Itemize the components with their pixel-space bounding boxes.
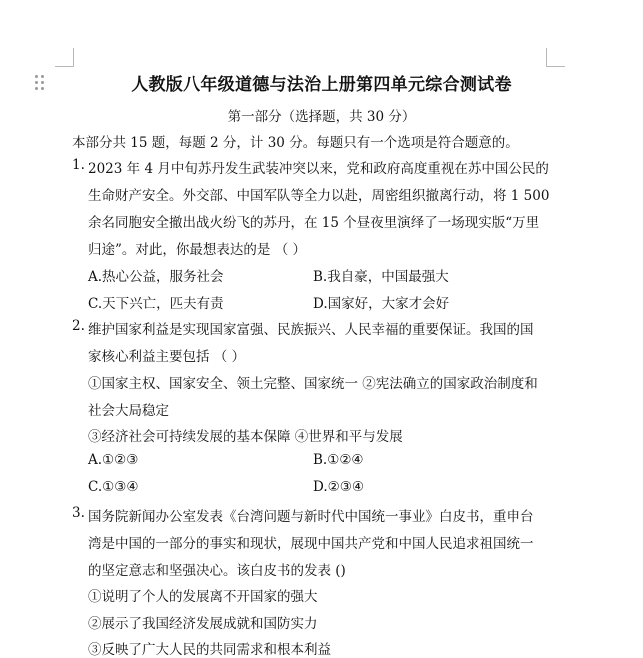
option-c: C.①③④ [88, 479, 139, 495]
option-d: D.国家好，大家才会好 [313, 296, 450, 312]
statement-1: ①说明了个人的发展离不开国家的强大 [88, 589, 318, 605]
question-stem-line: 生命财产安全。外交部、中国军队等全力以赴，周密组织撤离行动，将 1 500 [88, 188, 550, 204]
instructions: 本部分共 15 题，每题 2 分，计 30 分。每题只有一个选项是符合题意的。 [72, 135, 519, 151]
option-a: A.热心公益，服务社会 [88, 269, 224, 285]
question-stem-line: 归途”。对此，你最想表达的是 （ ） [88, 242, 306, 258]
question-stem-line: 湾是中国的一部分的事实和现状，展现中国共产党和中国人民追求祖国统一 [88, 536, 534, 552]
question-stem-line: 维护国家利益是实现国家富强、民族振兴、人民幸福的重要保证。我国的国 [88, 322, 534, 338]
question-number: 1. [72, 157, 85, 173]
question-stem-line: 余名同胞安全撤出战火纷飞的苏丹，在 15 个昼夜里演绎了一场现实版“万里 [88, 215, 540, 231]
question-number: 3. [72, 505, 85, 521]
question-stem-line: 社会大局稳定 [88, 403, 169, 419]
question-stem-line: 2023 年 4 月中旬苏丹发生武装冲突以来，党和政府高度重视在苏中国公民的 [88, 161, 549, 177]
page-corner-mark-right [546, 48, 565, 67]
question-stem-line: 的坚定意志和坚强决心。该白皮书的发表 () [88, 563, 346, 579]
option-b: B.我自豪，中国最强大 [313, 269, 449, 285]
question-stem-line: ①国家主权、国家安全、领土完整、国家统一 ②宪法确立的国家政治制度和 [88, 376, 538, 392]
question-stem-line: 国务院新闻办公室发表《台湾问题与新时代中国统一事业》白皮书，重申台 [88, 509, 534, 525]
part-heading: 第一部分（选择题，共 30 分） [227, 109, 416, 125]
option-a: A.①②③ [88, 452, 139, 468]
question-stem-line: ③经济社会可持续发展的基本保障 ④世界和平与发展 [88, 429, 403, 445]
option-b: B.①②④ [313, 452, 364, 468]
question-number: 2. [72, 318, 85, 334]
page-corner-mark-left [55, 48, 74, 67]
question-stem-line: 家核心利益主要包括 （ ） [88, 349, 246, 365]
option-d: D.②③④ [313, 479, 364, 495]
statement-2: ②展示了我国经济发展成就和国防实力 [88, 616, 318, 632]
document-title: 人教版八年级道德与法治上册第四单元综合测试卷 [131, 75, 512, 95]
option-c: C.天下兴亡，匹夫有责 [88, 296, 224, 312]
statement-3: ③反映了广大人民的共同需求和根本利益 [88, 642, 331, 658]
